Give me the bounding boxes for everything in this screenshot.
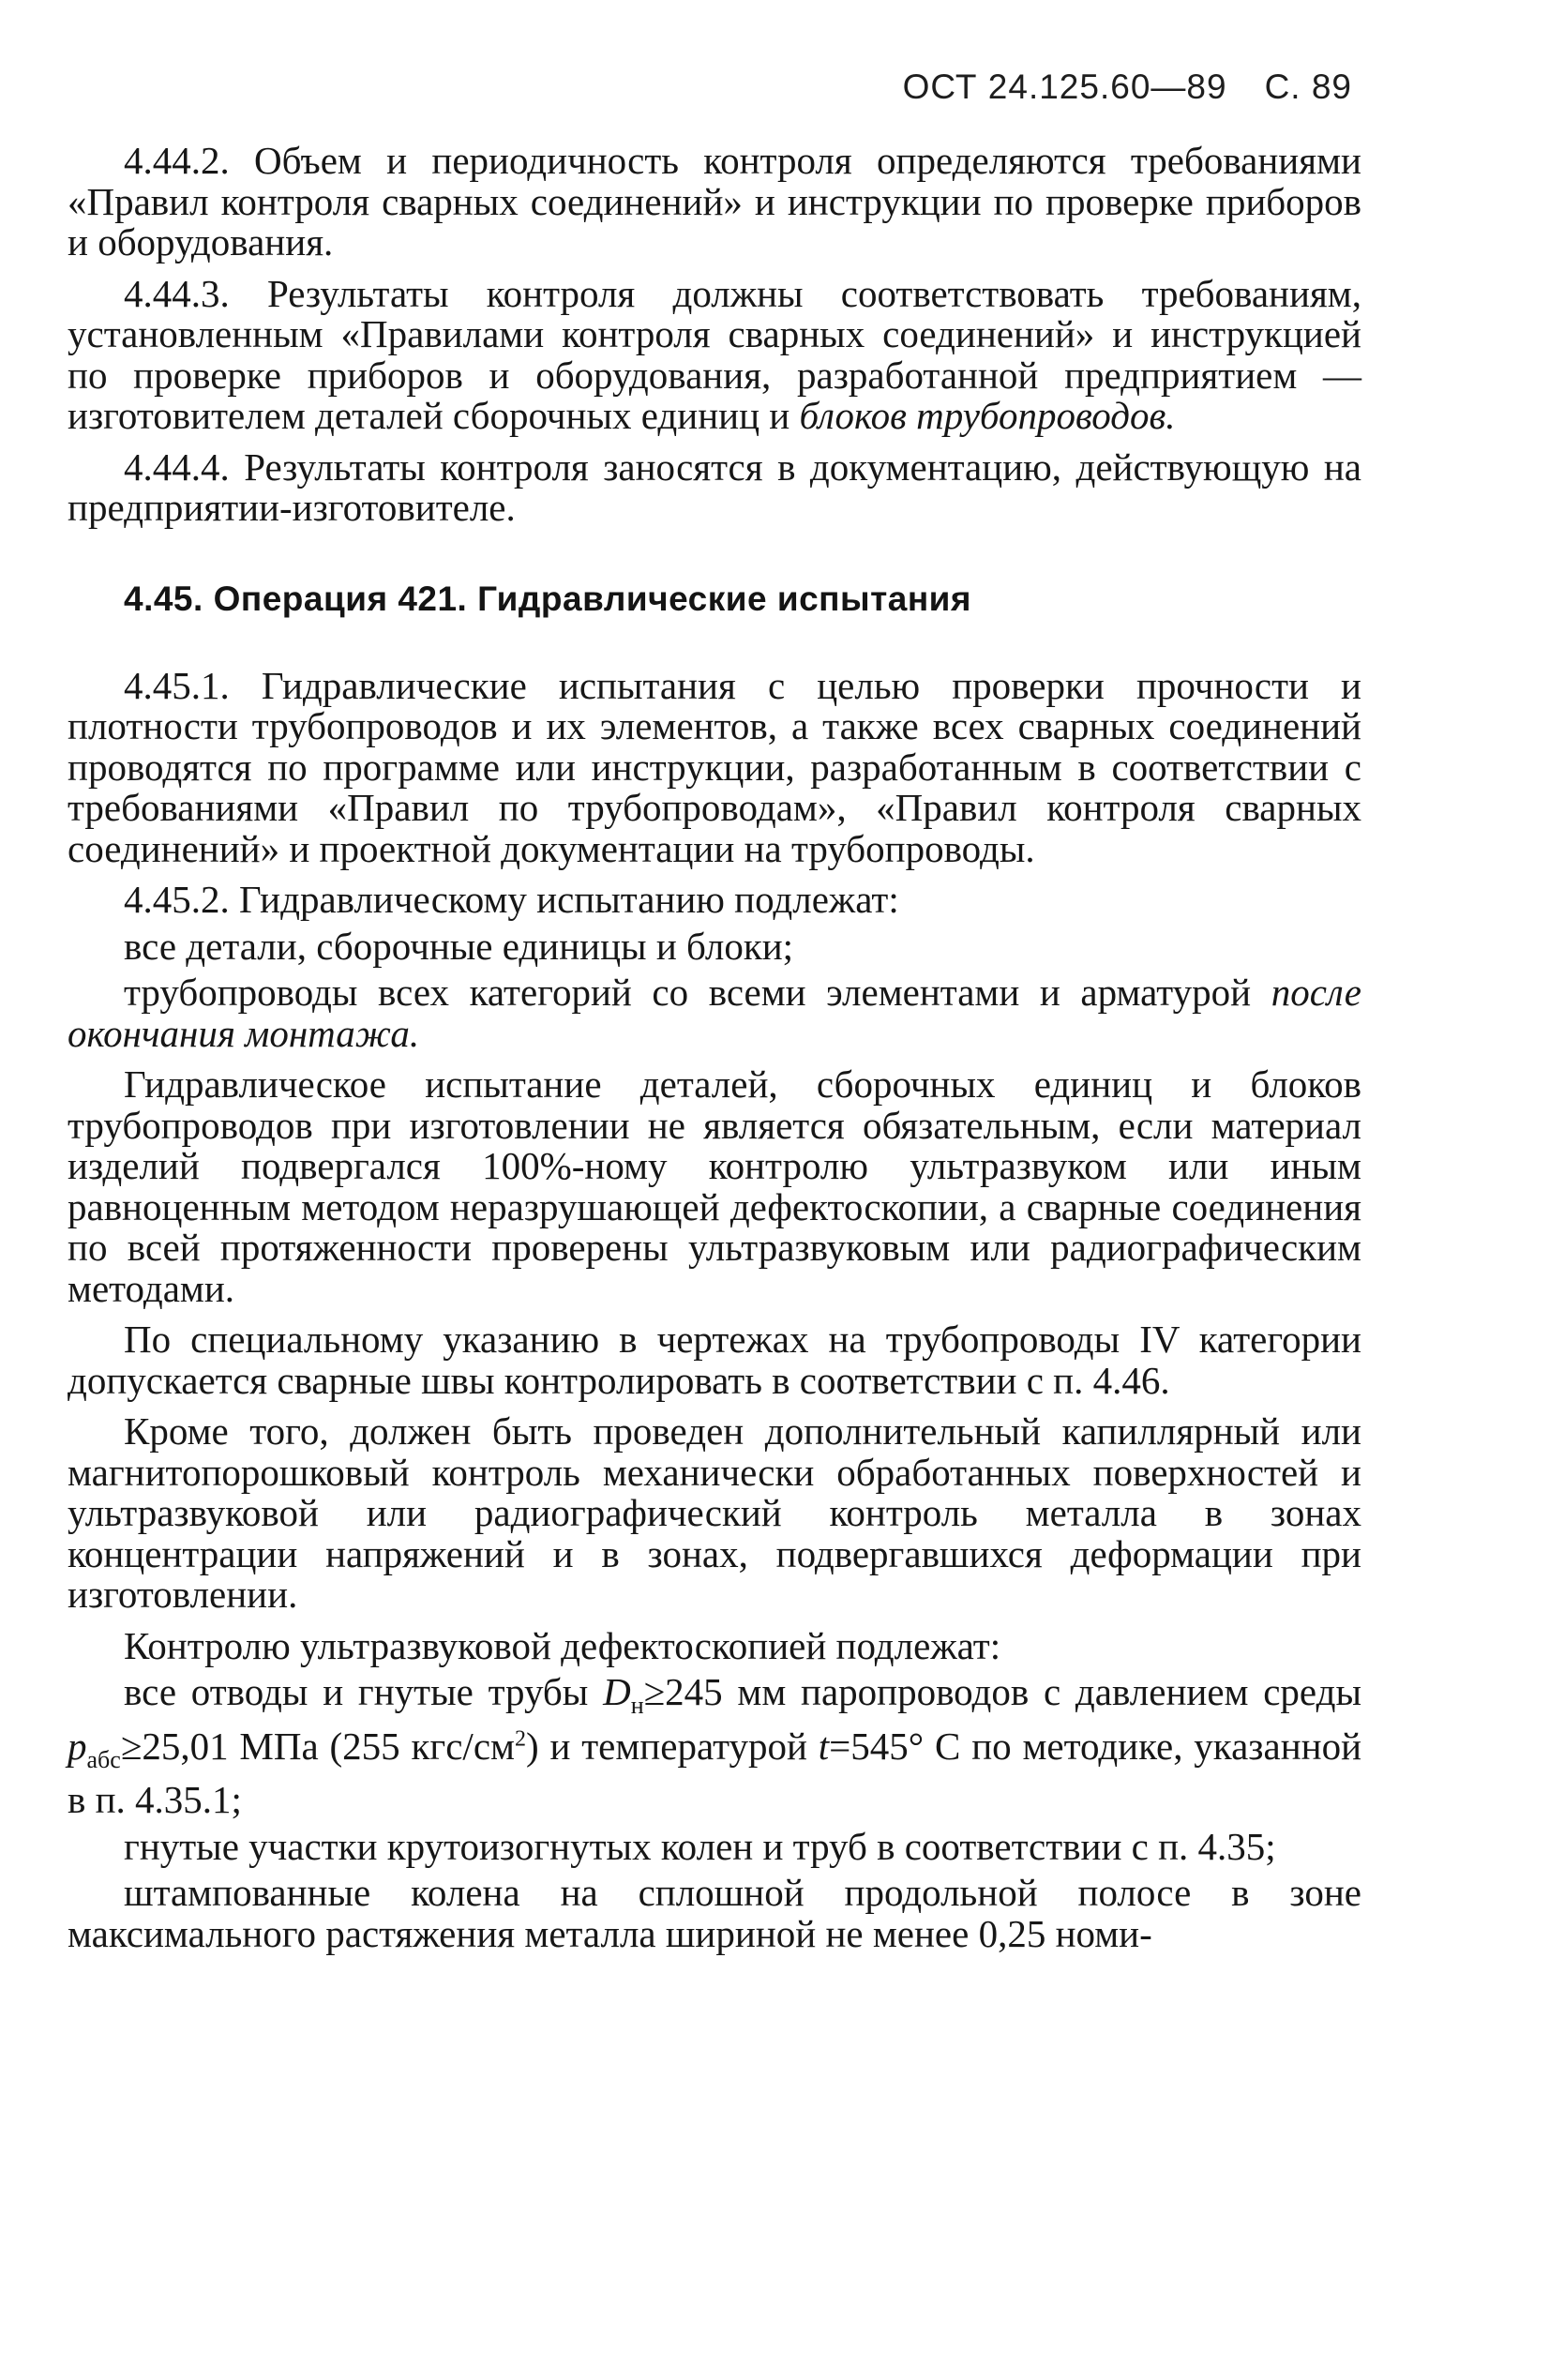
bends-p-subscript: абс bbox=[86, 1745, 121, 1773]
list-item-details: все детали, сборочные единицы и блоки; bbox=[124, 924, 794, 968]
list-item-bent-sections: гнутые участки крутоизогнутых колен и труб в соответствии с п. 4.35; bbox=[124, 1824, 1276, 1868]
paragraph-not-mandatory: Гидравлическое испытание деталей, сборочных единиц и блоков трубопроводов при изготовлении не является обязательным, если материал изделий подвергался 100%-ному контролю ультразвуком или иным равноценным методом неразрушающей дефектоскопии, а сварные соединения по всей протяженности проверены ультразвуковым или радиографическим методами. bbox=[68, 1062, 1361, 1310]
paragraph-additional-control: Кроме того, должен быть проведен дополнительный капиллярный или магнитопорошковый контроль механически обработанных поверхностей и ультразвуковой или радиографический контроль металла в зонах концентрации напряжений и в зонах, подвергавшихся деформации при изготовлении. bbox=[68, 1409, 1361, 1616]
standard-number: ОСТ 24.125.60—89 bbox=[902, 68, 1227, 106]
paragraph-4-45-2: 4.45.2. Гидравлическому испытанию подлежат: bbox=[124, 878, 899, 921]
section-heading-4-45: 4.45. Операция 421. Гидравлические испытания bbox=[124, 579, 972, 618]
bends-dn-subscript: н bbox=[630, 1692, 644, 1720]
bends-text-d: ) и температурой bbox=[525, 1724, 807, 1768]
paragraph-4-45-1: 4.45.1. Гидравлические испытания с целью проверки прочности и плотности трубопроводов и их элементов, а также всех сварных соединений проводятся по программе или инструкции, разработанным в соответствии с требованиями «Правил по трубопроводам», «Правил контроля сварных соединений» и проектной документации на трубопроводы. bbox=[68, 663, 1361, 870]
bends-p-symbol: p bbox=[68, 1724, 87, 1768]
list-item-stamped-elbows: штампованные колена на сплошной продольной полосе в зоне максимального растяжения металла шириной не менее 0,25 номи- bbox=[68, 1871, 1361, 1955]
paragraph-ultrasonic-control: Контролю ультразвуковой дефектоскопией подлежат: bbox=[124, 1623, 1001, 1667]
paragraph-4-44-3-text: 4.44.3. Результаты контроля должны соответствовать требованиям, установленным «Правилами контроля сварных соединений» и инструкцией по проверке приборов и оборудования, разработанной предприятием — изготовителем деталей сборочных единиц и bbox=[68, 271, 1361, 437]
page-number: С. 89 bbox=[1264, 68, 1352, 106]
paragraph-4-44-2: 4.44.2. Объем и периодичность контроля определяются требованиями «Правил контроля сварных соединений» и инструкции по проверке приборов и оборудования. bbox=[68, 139, 1361, 264]
bends-text-c: ≥25,01 МПа (255 кгс/см bbox=[120, 1724, 515, 1768]
bends-dn-symbol: D bbox=[603, 1670, 631, 1713]
paragraph-4-44-3-italic: блоков трубопроводов. bbox=[799, 394, 1176, 437]
list-item-pipelines-italic: после окончания монтажа. bbox=[68, 971, 1361, 1055]
paragraph-special-instruction: По специальному указанию в чертежах на трубопроводы IV категории допускается сварные швы контролировать в соответствии с п. 4.46. bbox=[68, 1318, 1361, 1402]
bends-superscript: 2 bbox=[514, 1726, 526, 1752]
bends-t-symbol: t bbox=[818, 1724, 830, 1768]
bends-text-a: все отводы и гнутые трубы bbox=[124, 1670, 589, 1713]
bends-text-e: =545° С по методике, указанной в п. 4.35.1; bbox=[68, 1724, 1362, 1822]
list-item-pipelines bbox=[68, 972, 1361, 1054]
paragraph-4-44-3 bbox=[68, 271, 1361, 437]
page-content bbox=[68, 141, 1361, 1960]
list-item-pipelines-text: трубопроводы всех категорий со всеми элементами и арматурой bbox=[124, 971, 1252, 1014]
bends-text-b: ≥245 мм паропроводов с давлением среды bbox=[643, 1670, 1362, 1713]
paragraph-4-44-4: 4.44.4. Результаты контроля заносятся в документацию, действующую на предприятии-изготовителе. bbox=[68, 444, 1361, 529]
list-item-bends bbox=[68, 1672, 1361, 1821]
page-header bbox=[903, 68, 1352, 107]
